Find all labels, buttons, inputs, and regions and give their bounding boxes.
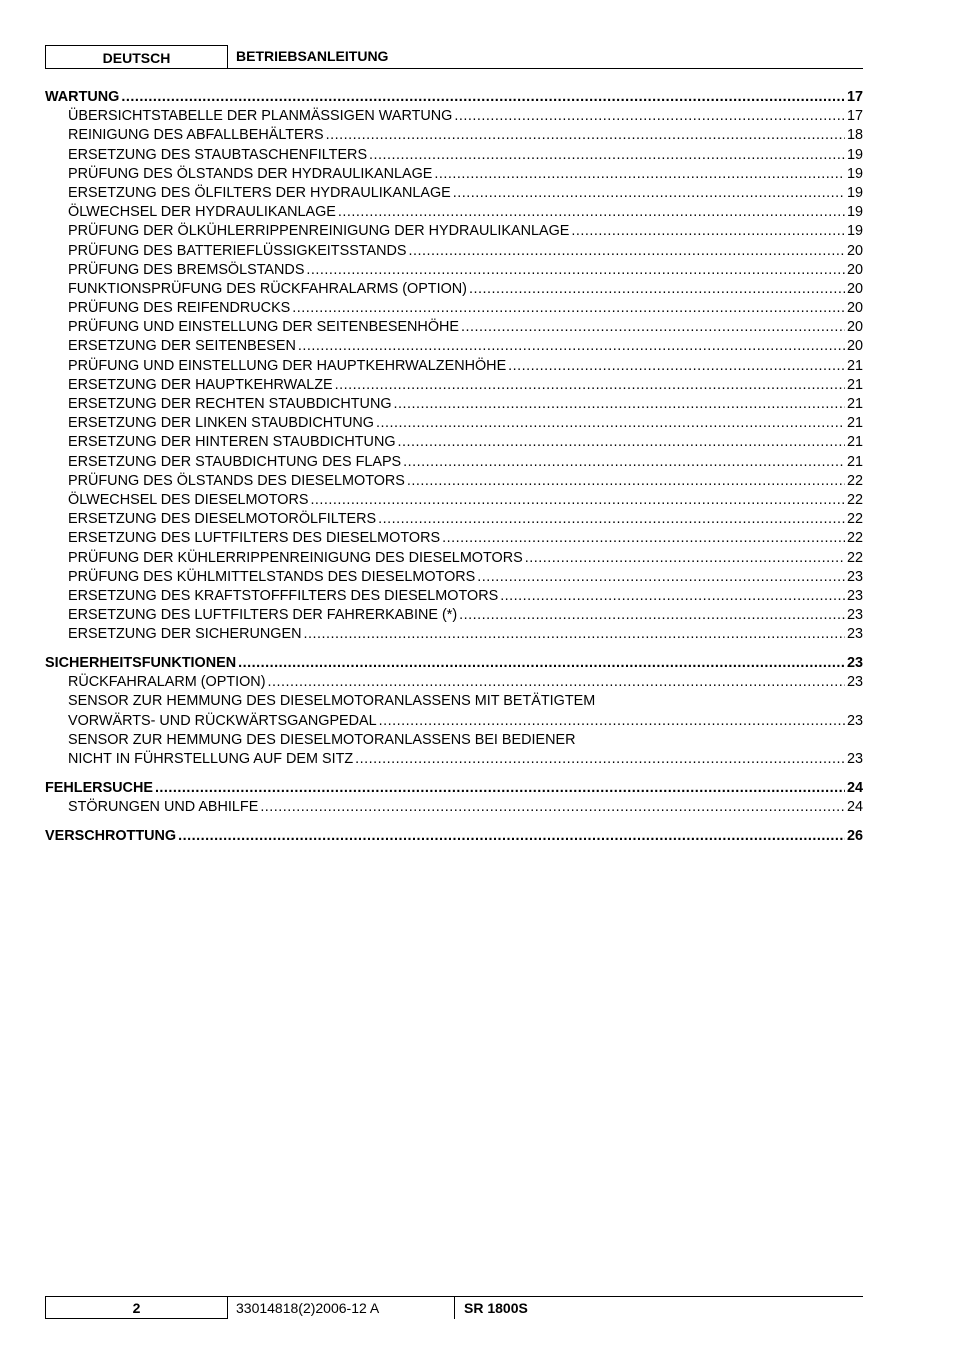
toc-entry-title-line1[interactable]: SENSOR ZUR HEMMUNG DES DIESELMOTORANLASSENS BEI BEDIENER [68, 731, 576, 748]
toc-entry-title: ERSETZUNG DES LUFTFILTERS DER FAHRERKABINE (*) [68, 607, 458, 624]
toc-entry-title: PRÜFUNG DES ÖLSTANDS DER HYDRAULIKANLAGE [68, 165, 433, 182]
dot-leader [260, 798, 845, 817]
dot-leader [267, 673, 845, 692]
toc-entry-title: VORWÄRTS- UND RÜCKWÄRTSGANGPEDAL [68, 712, 377, 729]
page-header [45, 45, 863, 69]
dot-leader [459, 606, 845, 625]
toc-entry-title: PRÜFUNG DER KÜHLERRIPPENREINIGUNG DES DIESELMOTORS [68, 549, 523, 566]
toc-entry-title: PRÜFUNG UND EINSTELLUNG DER SEITENBESENHÖHE [68, 319, 460, 336]
toc-entry[interactable] [45, 146, 863, 165]
toc-entry[interactable] [45, 625, 863, 644]
toc-entry-page: 19 [846, 165, 863, 182]
page-footer [45, 1296, 863, 1319]
toc-entry-page: 23 [846, 712, 863, 729]
dot-leader [155, 779, 845, 798]
dot-leader [469, 280, 845, 299]
toc-entry[interactable] [45, 491, 863, 510]
toc-entry-page: 23 [846, 626, 863, 643]
toc-entry-page: 19 [846, 204, 863, 221]
toc-entry[interactable] [45, 261, 863, 280]
dot-leader [394, 395, 845, 414]
dot-leader [409, 242, 845, 261]
toc-entry[interactable] [45, 165, 863, 184]
toc-entry-page: 22 [846, 549, 863, 566]
section-gap [45, 644, 863, 654]
toc-entry-title: ERSETZUNG DER STAUBDICHTUNG DES FLAPS [68, 453, 402, 470]
dot-leader [335, 376, 845, 395]
toc-entry-page: 17 [846, 89, 863, 105]
toc-entry[interactable] [45, 203, 863, 222]
toc-entry-page: 20 [846, 280, 863, 297]
dot-leader [461, 318, 845, 337]
dot-leader [379, 712, 845, 731]
toc-entry-title: STÖRUNGEN UND ABHILFE [68, 798, 259, 815]
toc-entry-title: ERSETZUNG DER RECHTEN STAUBDICHTUNG [68, 396, 392, 412]
dot-leader [571, 222, 845, 241]
toc-entry[interactable] [45, 798, 863, 817]
toc-entry[interactable] [45, 510, 863, 529]
dot-leader [298, 337, 845, 356]
toc-entry-title: ERSETZUNG DER HINTEREN STAUBDICHTUNG [68, 434, 396, 451]
toc-entry-page: 22 [846, 511, 863, 528]
toc-entry-title: RÜCKFAHRALARM (OPTION) [68, 674, 266, 691]
toc-entry-page: 21 [846, 415, 863, 432]
dot-leader [292, 299, 845, 318]
toc-entry-title: ÜBERSICHTSTABELLE DER PLANMÄSSIGEN WARTUNG [68, 108, 453, 125]
toc-entry-title: ÖLWECHSEL DER HYDRAULIKANLAGE [68, 204, 336, 221]
toc-entry-title-line1[interactable]: SENSOR ZUR HEMMUNG DES DIESELMOTORANLASSENS MIT BETÄTIGTEM [68, 693, 596, 710]
toc-entry-page: 21 [846, 453, 863, 470]
toc-entry[interactable] [45, 673, 863, 692]
toc-entry[interactable] [45, 280, 863, 299]
toc-entry-title: ERSETZUNG DER LINKEN STAUBDICHTUNG [68, 415, 374, 432]
toc-entry[interactable] [45, 712, 863, 731]
toc-entry[interactable] [45, 299, 863, 318]
toc-entry[interactable] [45, 414, 863, 433]
toc-section[interactable] [45, 827, 863, 846]
toc-entry-page: 20 [846, 261, 863, 278]
toc-entry-page: 19 [846, 184, 863, 201]
toc-entry[interactable] [45, 529, 863, 548]
toc-entry-page: 20 [846, 300, 863, 317]
toc-entry-title: PRÜFUNG DES ÖLSTANDS DES DIESELMOTORS [68, 472, 405, 489]
toc-entry-page: 22 [846, 472, 863, 489]
toc-section[interactable] [45, 654, 863, 673]
toc-entry-title: ÖLWECHSEL DES DIESELMOTORS [68, 491, 309, 508]
dot-leader [338, 203, 845, 222]
toc-entry-page: 20 [846, 242, 863, 259]
toc-entry-title: ERSETZUNG DER SEITENBESEN [68, 338, 296, 355]
toc-entry[interactable] [45, 433, 863, 452]
toc-entry[interactable] [45, 184, 863, 203]
toc-entry-title: SICHERHEITSFUNKTIONEN [45, 655, 237, 672]
toc-entry-title: PRÜFUNG DES BATTERIEFLÜSSIGKEITSSTANDS [68, 242, 407, 259]
toc-entry-page: 22 [846, 491, 863, 508]
toc-entry-title: ERSETZUNG DER SICHERUNGEN [68, 626, 302, 643]
toc-entry-title: WARTUNG [45, 89, 120, 105]
dot-leader [403, 453, 845, 472]
dot-leader [454, 107, 845, 126]
dot-leader [326, 126, 845, 145]
toc-entry-page: 23 [846, 674, 863, 691]
toc-entry-title: ERSETZUNG DES STAUBTASCHENFILTERS [68, 146, 368, 163]
toc-entry[interactable] [45, 337, 863, 356]
dot-leader [306, 261, 845, 280]
dot-leader [442, 529, 845, 548]
toc-section[interactable] [45, 779, 863, 798]
footer-document-code: 33014818(2)2006-12 A [236, 1300, 380, 1316]
toc-entry-title: FUNKTIONSPRÜFUNG DES RÜCKFAHRALARMS (OPTION) [68, 280, 467, 297]
toc-entry[interactable] [45, 472, 863, 491]
toc-entry-title: PRÜFUNG DES KÜHLMITTELSTANDS DES DIESELMOTORS [68, 568, 476, 585]
toc-entry-page: 21 [846, 434, 863, 451]
toc-entry-page: 23 [846, 587, 863, 604]
toc-entry-title: PRÜFUNG DES REIFENDRUCKS [68, 300, 291, 317]
toc-entry[interactable] [45, 395, 863, 414]
toc-entry-page: 23 [846, 750, 863, 767]
toc-entry-page: 21 [846, 396, 863, 412]
toc-entry[interactable] [45, 587, 863, 606]
toc-entry-page: 24 [846, 779, 863, 796]
toc-entry-page: 20 [846, 338, 863, 355]
toc-entry-page: 23 [846, 655, 863, 672]
header-language: DEUTSCH [45, 45, 228, 68]
toc-entry-page: 22 [846, 530, 863, 547]
toc-entry[interactable] [45, 126, 863, 145]
toc-entry-title: REINIGUNG DES ABFALLBEHÄLTERS [68, 127, 324, 144]
toc-entry[interactable] [45, 453, 863, 472]
section-gap [45, 769, 863, 779]
toc-entry[interactable] [45, 318, 863, 337]
toc-entry-page: 23 [846, 568, 863, 585]
dot-leader [398, 433, 845, 452]
toc-entry[interactable] [45, 549, 863, 568]
dot-leader [477, 568, 845, 587]
footer-page-number: 2 [45, 1297, 228, 1319]
toc-entry[interactable] [45, 222, 863, 241]
section-gap [45, 817, 863, 827]
dot-leader [238, 654, 845, 673]
toc-entry-title: VERSCHROTTUNG [45, 827, 177, 844]
toc-entry[interactable] [45, 242, 863, 261]
toc-entry-page: 18 [846, 127, 863, 144]
toc-entry-page: 21 [846, 357, 863, 374]
header-document-title: BETRIEBSANLEITUNG [236, 48, 389, 64]
toc-entry-title: ERSETZUNG DER HAUPTKEHRWALZE [68, 376, 333, 393]
dot-leader [303, 625, 845, 644]
dot-leader [407, 472, 845, 491]
toc-entry-title: PRÜFUNG UND EINSTELLUNG DER HAUPTKEHRWALZENHÖHE [68, 357, 507, 374]
toc-entry[interactable] [45, 357, 863, 376]
dot-leader [378, 510, 845, 529]
toc-entry-page: 23 [846, 607, 863, 624]
toc-entry-page: 17 [846, 108, 863, 125]
toc-entry-title: ERSETZUNG DES ÖLFILTERS DER HYDRAULIKANLAGE [68, 184, 451, 201]
dot-leader [500, 587, 845, 606]
dot-leader [525, 549, 845, 568]
dot-leader [121, 88, 845, 107]
footer-model: SR 1800S [464, 1300, 528, 1316]
toc-entry[interactable] [45, 750, 863, 769]
toc-entry-page: 20 [846, 319, 863, 336]
toc-entry-page: 19 [846, 223, 863, 240]
dot-leader [508, 357, 845, 376]
dot-leader [178, 827, 845, 846]
dot-leader [453, 184, 845, 203]
footer-divider [454, 1297, 455, 1319]
toc-entry-title: FEHLERSUCHE [45, 779, 153, 796]
toc-entry-title: ERSETZUNG DES LUFTFILTERS DES DIESELMOTORS [68, 530, 441, 547]
toc-entry-page: 24 [846, 798, 863, 815]
toc-entry-page: 26 [846, 827, 863, 844]
toc-entry-title: ERSETZUNG DES KRAFTSTOFFFILTERS DES DIESELMOTORS [68, 587, 499, 604]
toc-entry[interactable] [45, 568, 863, 587]
dot-leader [376, 414, 845, 433]
table-of-contents [45, 88, 863, 846]
dot-leader [434, 165, 845, 184]
toc-entry-title: ERSETZUNG DES DIESELMOTORÖLFILTERS [68, 511, 377, 528]
toc-entry-title: NICHT IN FÜHRSTELLUNG AUF DEM SITZ [68, 750, 354, 767]
dot-leader [310, 491, 845, 510]
toc-entry[interactable] [45, 606, 863, 625]
toc-entry[interactable] [45, 107, 863, 126]
toc-section[interactable] [45, 88, 863, 107]
toc-entry[interactable] [45, 376, 863, 395]
dot-leader [369, 146, 845, 165]
toc-entry-page: 19 [846, 146, 863, 163]
toc-entry-page: 21 [846, 376, 863, 393]
dot-leader [355, 750, 845, 769]
toc-entry-title: PRÜFUNG DER ÖLKÜHLERRIPPENREINIGUNG DER HYDRAULIKANLAGE [68, 223, 570, 240]
toc-entry-title: PRÜFUNG DES BREMSÖLSTANDS [68, 261, 305, 278]
